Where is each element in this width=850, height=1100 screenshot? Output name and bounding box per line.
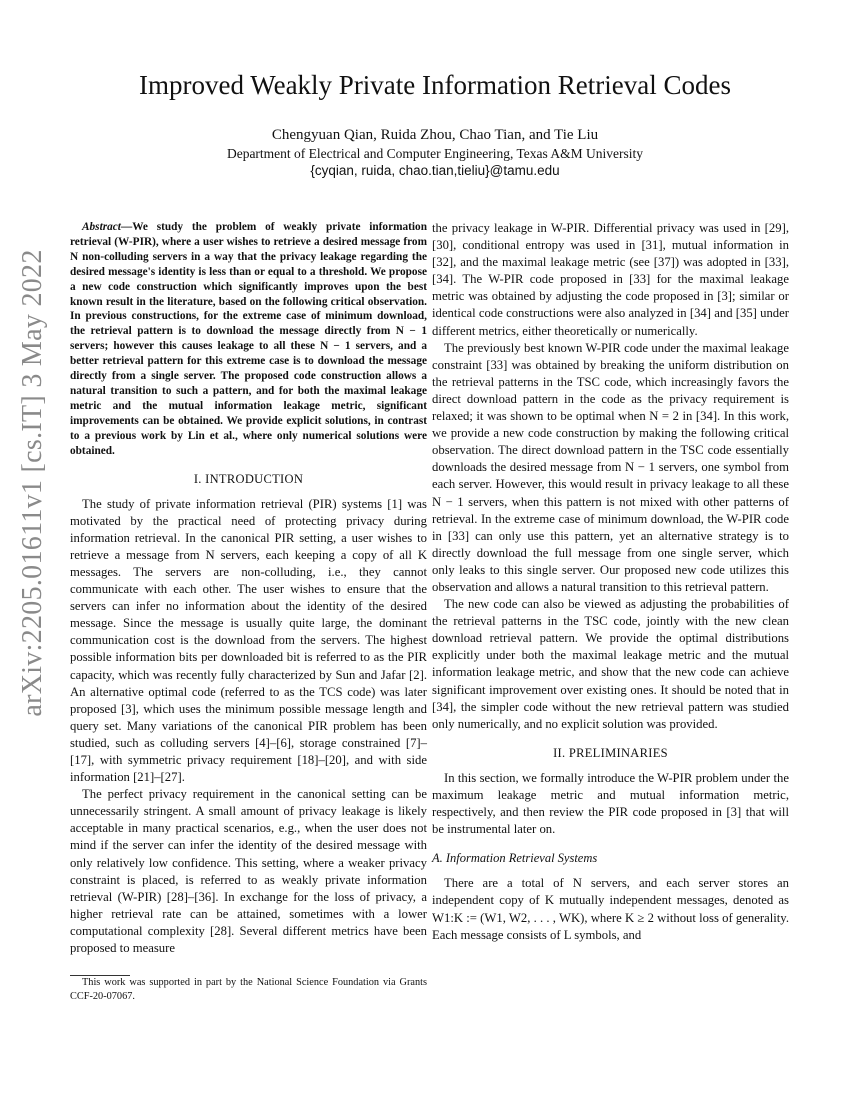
- section-heading-preliminaries: II. PRELIMINARIES: [553, 745, 668, 760]
- affiliation: Department of Electrical and Computer Engineering, Texas A&M University: [226, 146, 644, 161]
- left-column: [70, 220, 427, 957]
- paper-title: Improved Weakly Private Information Retrieval Codes: [139, 70, 731, 100]
- intro-paragraph-1: The study of private information retrieval (PIR) systems [1] was motivated by the practical need of protecting privacy during information retrieval. In the canonical PIR setting, a user wishes to retrieve a message from N servers, each keeping a copy of all K messages. The servers are non-colluding, i.e., they cannot communicate with each other. The user wishes to ensure that the servers can infer no information about the identity of the desired message. Since the message is usually quite large, the dominant communication cost is the download from the servers. The highest possible information bits per downloaded bit is referred to as the PIR capacity, which was recently fully characterized by Sun and Jafar [2]. An alternative optimal code (referred to as the TCS code) was later proposed [3], which uses the minimum possible message length and query set. Many variations of the canonical PIR problem has been studied, such as colluding servers [4]–[6], storage constrained [7]–[17], with symmetric privacy requirement [18]–[20], and with side information [21]–[27].: [70, 496, 427, 785]
- section-heading-introduction: I. INTRODUCTION: [193, 471, 304, 486]
- abstract: [70, 220, 427, 459]
- intro-paragraph-2-continued: the privacy leakage in W-PIR. Differential privacy was used in [29], [30], conditional entropy was used in [31], mutual information in [32], and the maximal leakage metric (see [37]) was adopted in [33], [34]. The W-PIR code proposed in [33] for the maximal leakage metric was obtained by adjusting the code proposed in [3]; similar or identical code constructions were also analyzed in [34] and [35] under different metrics, either theoretically or numerically.: [432, 221, 789, 338]
- intro-paragraph-2: The perfect privacy requirement in the canonical setting can be unnecessarily stringent. A small amount of privacy leakage is likely acceptable in many practical scenarios, e.g., when the user does not mind if the server can infer the identity of the desired message with only relatively low confidence. This setting, where a weaker privacy constraint is placed, is referred to as weakly private information retrieval (W-PIR) [28]–[36]. In exchange for the loss of privacy, a higher retrieval rate can be attained, sometimes with a lower computational complexity [28]. Several different metrics have been proposed to measure: [70, 787, 427, 956]
- intro-paragraph-4: The new code can also be viewed as adjusting the probabilities of the retrieval patterns in the TSC code, jointly with the new clean download retrieval pattern. We provide the optimal distributions explicitly under both the maximal leakage metric and the mutual information leakage metric, and show that the new code can achieve significant improvement over existing ones. It should be noted that in [34], the simpler code without the new retrieval pattern was studied only numerically, and no explicit solution was provided.: [432, 597, 789, 731]
- subsection-paragraph: There are a total of N servers, and each server stores an independent copy of K mutually independent messages, denoted as W1:K := (W1, W2, . . . , WK), where K ≥ 2 without loss of generality. Each message consists of L symbols, and: [432, 876, 789, 942]
- right-column: [432, 220, 789, 944]
- preliminaries-intro: In this section, we formally introduce the W-PIR problem under the maximum leakage metric and mutual information metric, respectively, and then review the PIR code proposed in [3] that will be instrumental later on.: [432, 770, 789, 837]
- abstract-lead: Abstract: [82, 221, 121, 233]
- author-emails: {cyqian, ruida, chao.tian,tieliu}@tamu.edu: [310, 163, 560, 178]
- author-list: Chengyuan Qian, Ruida Zhou, Chao Tian, and Tie Liu: [271, 127, 599, 143]
- intro-paragraph-3: The previously best known W-PIR code under the maximal leakage constraint [33] was obtained by breaking the uniform distribution on the retrieval patterns in the TSC code, which increasingly favors the direct download pattern in the code as the privacy requirement is relaxed; it was shown to be optimal when N = 2 in [34]. In this work, we provide a new code construction by making the following critical observation. The direct download pattern in the TSC code essentially downloads the desired message from N − 1 servers, one symbol from each server. However, this would result in privacy leakage to all these N − 1 servers, when this pattern is not mixed with other patterns of retrieval. In the extreme case of minimum download, the W-PIR code in [33] can only use this pattern, yet an alternative strategy is to directly download the full message from one single server, which only leaks to this single server. Our proposed new code utilizes this observation and allows a natural transition to this retrieval pattern.: [432, 340, 789, 594]
- footnote: [70, 975, 427, 1003]
- subsection-heading: A. Information Retrieval Systems: [432, 851, 598, 866]
- abstract-text: —We study the problem of weakly private information retrieval (W-PIR), where a user wishes to retrieve a desired message from N non-colluding servers in a way that the privacy leakage regarding the desired message's identity is less than or equal to a threshold. We propose a new code construction which significantly improves upon the best known result in the literature, based on the following critical observation. In previous constructions, for the extreme case of minimum download, the retrieval pattern is to download the message directly from N − 1 servers; however this causes leakage to all these N − 1 servers, and a better retrieval pattern for this extreme case is to download the message directly from a single server. The proposed code construction allows a natural transition to such a pattern, and for both the maximal leakage metric and the mutual information leakage metric, significant improvements can be obtained. We provide explicit solutions, in contrast to a previous work by Lin et al., where only numerical solutions were obtained.: [70, 221, 427, 457]
- arxiv-identifier-text: arXiv:2205.01611v1 [cs.IT] 3 May 2022: [17, 248, 48, 717]
- footnote-text: This work was supported in part by the National Science Foundation via Grants CCF-20-07067.: [70, 977, 427, 1002]
- arxiv-identifier: [8, 248, 58, 717]
